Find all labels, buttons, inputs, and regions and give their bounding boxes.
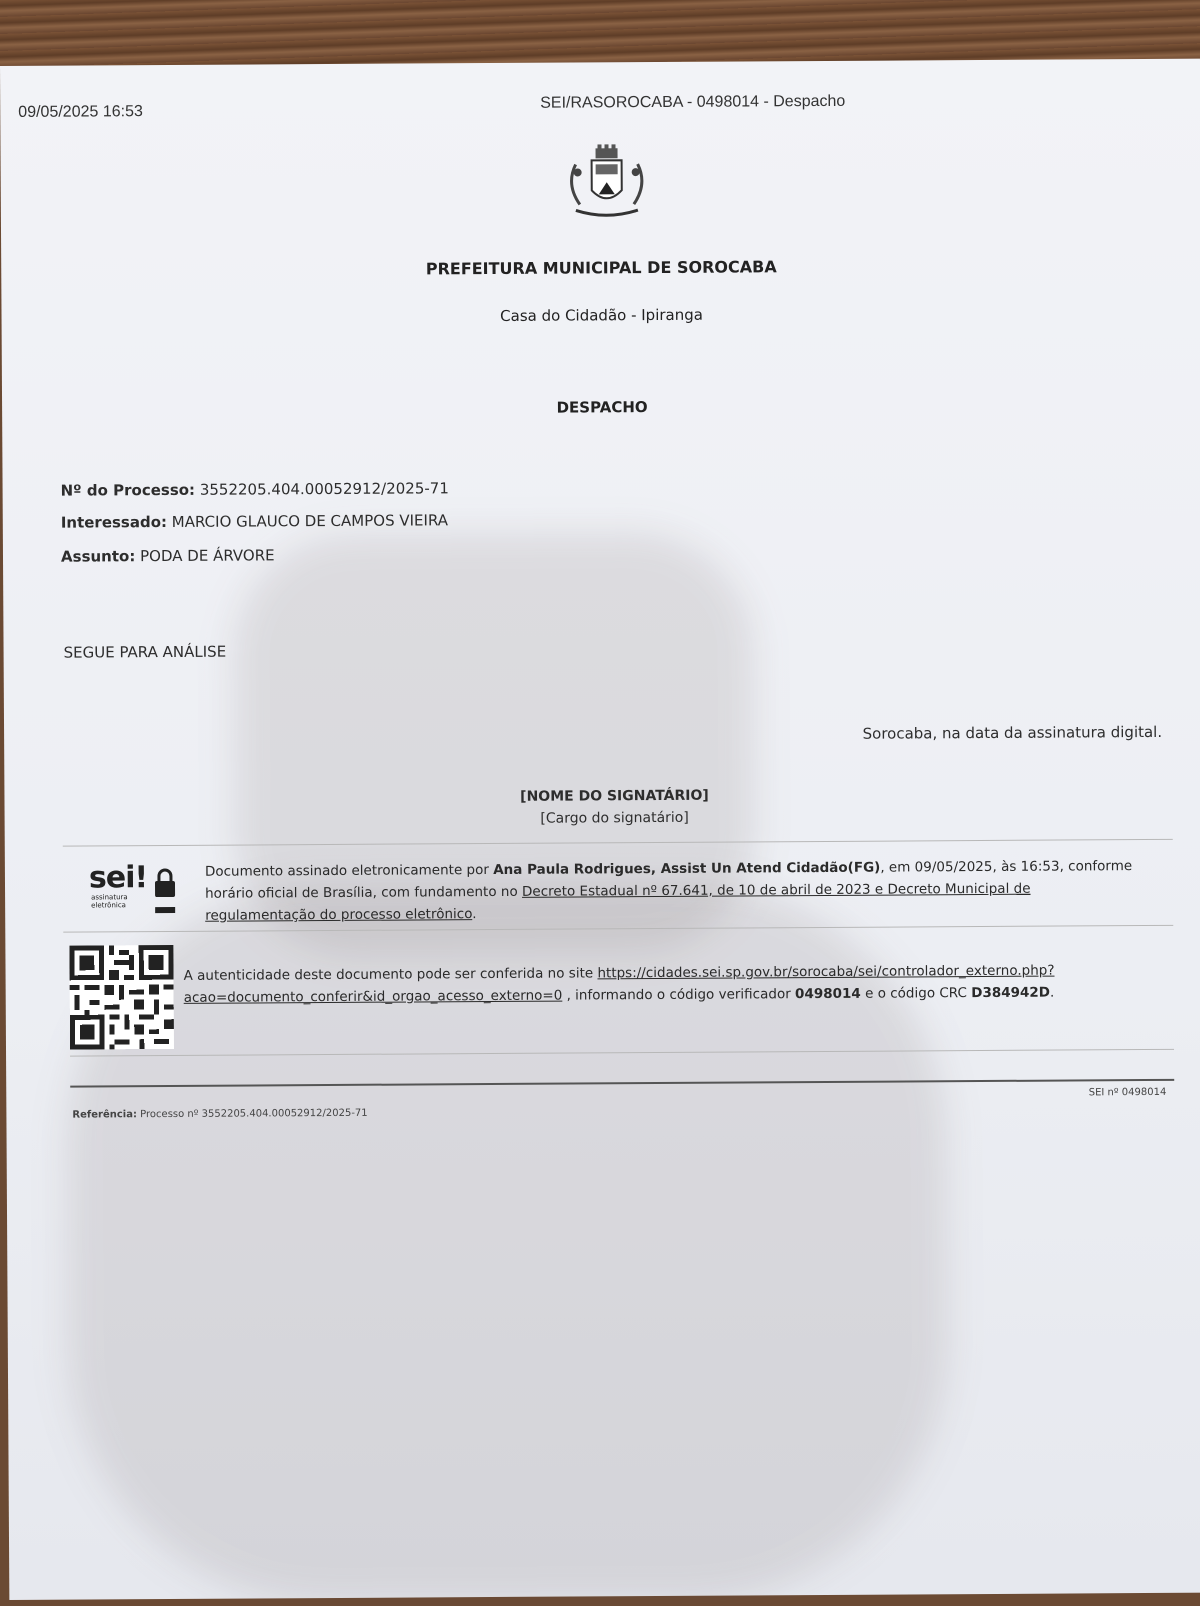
verifier-code: 0498014 — [794, 985, 861, 1003]
document-type-title: DESPACHO — [556, 398, 648, 417]
signature-text-3: horário oficial de Brasília, com fundamento no — [205, 883, 523, 902]
body-text: SEGUE PARA ANÁLISE — [63, 642, 227, 662]
printed-document-page — [0, 59, 1200, 1600]
subject-label: Assunto: — [60, 547, 136, 566]
interested-party-row — [61, 511, 448, 531]
coat-of-arms-emblem — [565, 144, 647, 222]
footer-reference — [72, 1108, 367, 1121]
sei-logo-text: sei! — [88, 860, 148, 896]
verification-text-2: , informando o código verificador — [562, 986, 796, 1004]
regulation-link[interactable]: regulamentação do processo eletrônico — [205, 906, 473, 924]
place-date-text: Sorocaba, na data da assinatura digital. — [862, 722, 1163, 743]
divider — [70, 1049, 1174, 1057]
footer-sei-number: SEI nº 0498014 — [1088, 1086, 1167, 1099]
subject-row — [61, 546, 275, 565]
verification-url-link[interactable]: https://cidades.sei.sp.gov.br/sorocaba/sei/controlador_externo.php? — [597, 962, 1055, 982]
signature-statement — [205, 855, 1165, 927]
divider — [63, 839, 1173, 847]
sei-logo-subtitle-1: assinatura — [91, 893, 128, 902]
signature-text-1: Documento assinado eletronicamente por — [204, 862, 494, 880]
interested-party-label: Interessado: — [60, 512, 168, 532]
organization-title: PREFEITURA MUNICIPAL DE SOROCABA — [425, 257, 777, 279]
footer-divider — [70, 1079, 1174, 1088]
verification-statement — [183, 959, 1173, 1009]
process-number-row — [61, 479, 449, 499]
print-doc-reference: SEI/RASOROCABA - 0498014 - Despacho — [540, 92, 846, 112]
signatory-role: [Cargo do signatário] — [540, 809, 689, 827]
verification-text-4: . — [1049, 984, 1055, 1001]
interested-party-value: MARCIO GLAUCO DE CAMPOS VIEIRA — [171, 511, 449, 531]
verification-text-3: e o código CRC — [860, 985, 972, 1002]
sei-signature-logo — [88, 860, 185, 920]
qr-code-icon[interactable] — [69, 945, 174, 1050]
logo-bar-icon — [155, 907, 175, 913]
signature-text-4: . — [472, 906, 477, 923]
process-number-value: 3552205.404.00052912/2025-71 — [199, 479, 449, 499]
sei-logo-subtitle-2: eletrônica — [91, 901, 126, 910]
reference-value: Processo nº 3552205.404.00052912/2025-71 — [140, 1107, 368, 1121]
process-number-label: Nº do Processo: — [60, 480, 196, 500]
verification-url-link-cont[interactable]: acao=documento_conferir&id_orgao_acesso_externo=0 — [183, 987, 563, 1006]
signatory-name: [NOME DO SIGNATÁRIO] — [520, 787, 709, 805]
verification-text-1: A autenticidade deste documento pode ser conferida no site — [183, 965, 598, 984]
padlock-icon — [153, 867, 177, 899]
signature-text-2: , em 09/05/2025, às 16:53, conforme — [880, 858, 1133, 876]
decree-link[interactable]: Decreto Estadual nº 67.641, de 10 de abril de 2023 e Decreto Municipal de — [521, 880, 1031, 900]
print-datetime: 09/05/2025 16:53 — [18, 103, 143, 121]
subject-value: PODA DE ÁRVORE — [140, 546, 275, 566]
crc-code: D384942D — [971, 984, 1051, 1002]
signer-name: Ana Paula Rodrigues, Assist Un Atend Cidadão(FG) — [493, 859, 881, 879]
unit-subtitle: Casa do Cidadão - Ipiranga — [500, 305, 703, 325]
reference-label: Referência: — [72, 1109, 138, 1121]
